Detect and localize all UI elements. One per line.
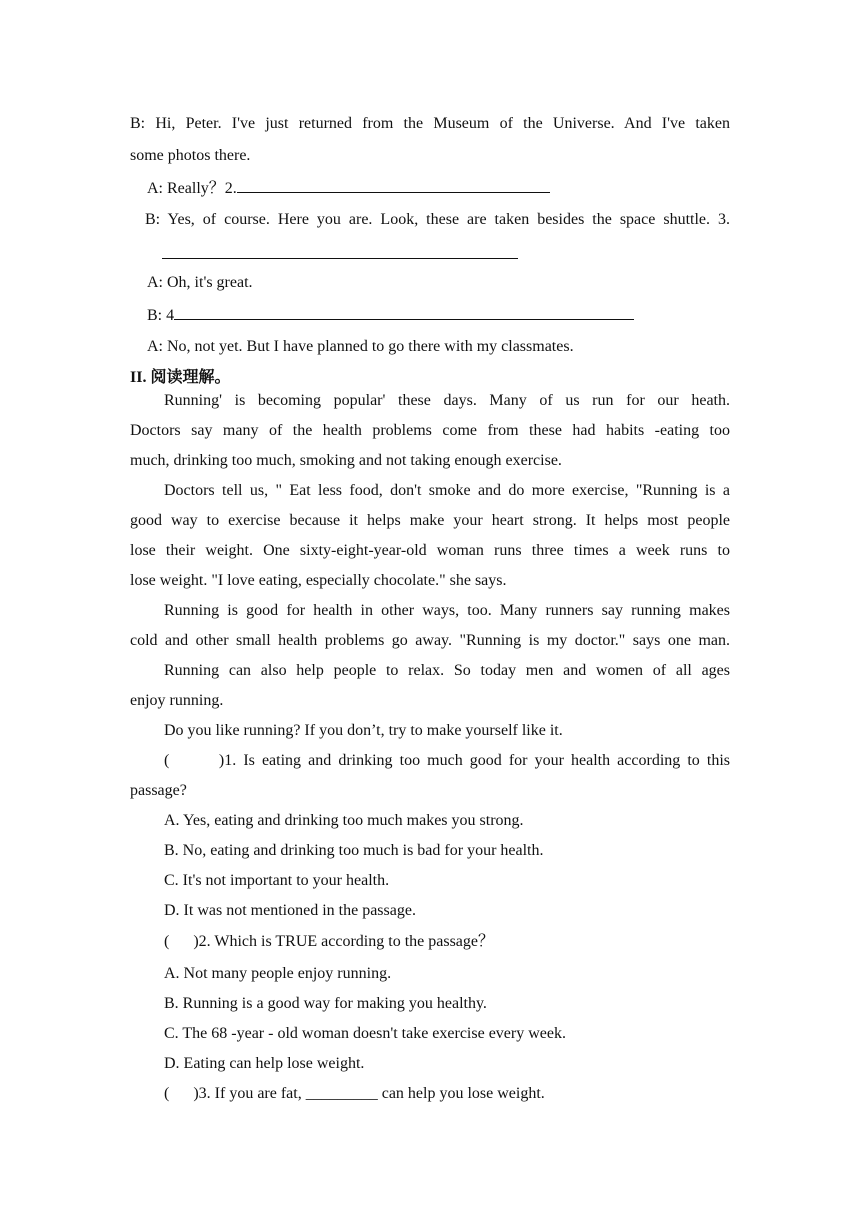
dialogue-a2-prefix: A: Really？2. bbox=[147, 180, 237, 197]
question-1-option-a: A. Yes, eating and drinking too much makes you strong. bbox=[164, 812, 524, 829]
question-1-line2: passage? bbox=[130, 782, 187, 799]
question-2-option-d: D. Eating can help lose weight. bbox=[164, 1055, 365, 1072]
answer-blank-3[interactable] bbox=[162, 244, 518, 259]
dialogue-b1-line1: B: Hi, Peter. I've just returned from the Museum of the Universe. And I've taken bbox=[130, 115, 730, 132]
passage-p2-line4: lose weight. "I love eating, especially chocolate." she says. bbox=[130, 572, 507, 589]
question-1-option-d: D. It was not mentioned in the passage. bbox=[164, 902, 416, 919]
question-1-line1: ( )1. Is eating and drinking too much good for your health according to this bbox=[164, 752, 730, 769]
answer-blank-2[interactable] bbox=[237, 178, 550, 193]
dialogue-b1-line2: some photos there. bbox=[130, 147, 251, 164]
passage-p4-line2: enjoy running. bbox=[130, 692, 224, 709]
dialogue-a-great: A: Oh, it's great. bbox=[147, 274, 253, 291]
question-2-option-c: C. The 68 -year - old woman doesn't take exercise every week. bbox=[164, 1025, 566, 1042]
question-1-option-b: B. No, eating and drinking too much is bad for your health. bbox=[164, 842, 544, 859]
passage-p3-line1: Running is good for health in other ways, too. Many runners say running makes bbox=[164, 602, 730, 619]
passage-p5-line1: Do you like running? If you don’t, try to make yourself like it. bbox=[164, 722, 563, 739]
passage-p1-line3: much, drinking too much, smoking and not taking enough exercise. bbox=[130, 452, 562, 469]
question-2-option-a: A. Not many people enjoy running. bbox=[164, 965, 392, 982]
dialogue-a2 bbox=[147, 178, 550, 199]
dialogue-b4-prefix: B: 4 bbox=[147, 307, 175, 324]
passage-p1-line1: Running' is becoming popular' these days. Many of us run for our heath. bbox=[164, 392, 730, 409]
dialogue-b3-line1: B: Yes, of course. Here you are. Look, these are taken besides the space shuttle. 3. bbox=[145, 211, 730, 228]
passage-p2-line1: Doctors tell us, " Eat less food, don't smoke and do more exercise, "Running is a bbox=[164, 482, 730, 499]
passage-p1-line2: Doctors say many of the health problems come from these had habits -eating too bbox=[130, 422, 730, 439]
passage-p2-line2: good way to exercise because it helps make your heart strong. It helps most people bbox=[130, 512, 730, 529]
passage-p4-line1: Running can also help people to relax. So today men and women of all ages bbox=[164, 662, 730, 679]
passage-p2-line3: lose their weight. One sixty-eight-year-old woman runs three times a week runs to bbox=[130, 542, 730, 559]
passage-p3-line2: cold and other small health problems go away. "Running is my doctor." says one man. bbox=[130, 632, 730, 649]
answer-blank-4[interactable] bbox=[174, 305, 634, 320]
question-1-option-c: C. It's not important to your health. bbox=[164, 872, 390, 889]
question-3: ( )3. If you are fat, _________ can help you lose weight. bbox=[164, 1085, 545, 1102]
dialogue-a-last: A: No, not yet. But I have planned to go there with my classmates. bbox=[147, 338, 574, 355]
question-2-option-b: B. Running is a good way for making you healthy. bbox=[164, 995, 487, 1012]
section-heading: II. 阅读理解。 bbox=[130, 369, 231, 386]
dialogue-b4 bbox=[147, 305, 634, 326]
question-2: ( )2. Which is TRUE according to the passage？ bbox=[164, 933, 495, 950]
